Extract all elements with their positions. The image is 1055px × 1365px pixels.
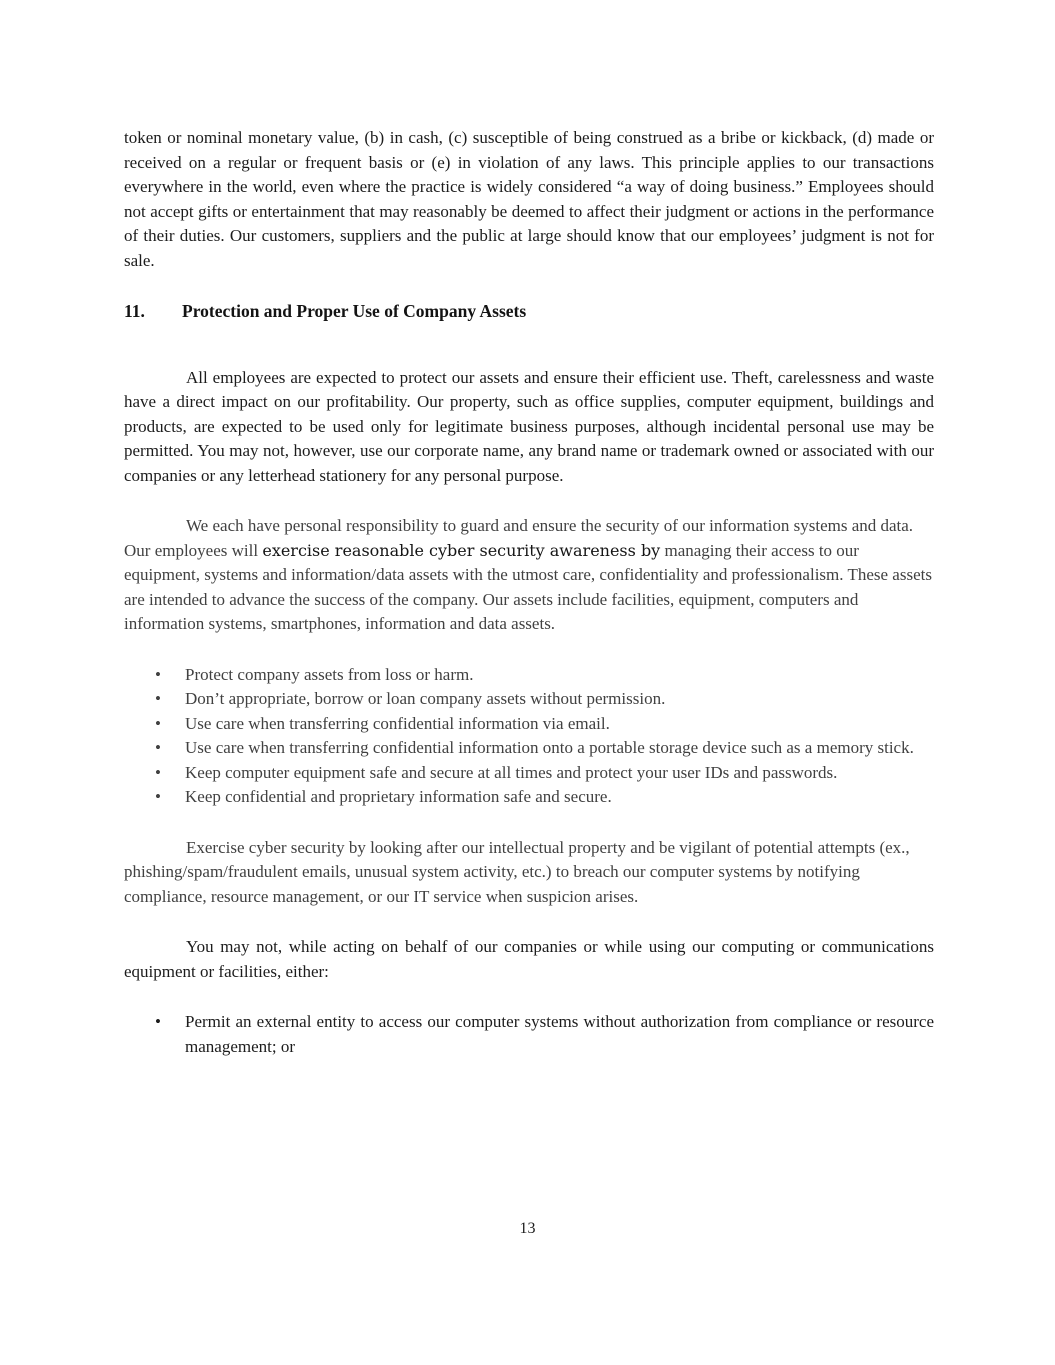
page-number: 13 — [519, 1219, 536, 1237]
list-item-text: Keep computer equipment safe and secure at all times and protect your user IDs and passwords. — [185, 762, 838, 782]
security-bullet-list — [124, 663, 934, 810]
bullet-icon: • — [155, 762, 161, 782]
paragraph-personal-responsibility-prefix: We each have personal responsibility to guard and ensure the security of our information systems and data. Our employees will — [124, 516, 914, 560]
bullet-icon: • — [155, 738, 161, 757]
bullet-icon: • — [155, 787, 161, 806]
cyber-awareness-phrase: exercise reasonable cyber security awareness by — [262, 540, 661, 560]
list-item-text: Keep confidential and proprietary information safe and secure. — [185, 787, 612, 806]
list-item — [124, 663, 934, 688]
paragraph-exercise-cyber-security: Exercise cyber security by looking after our intellectual property and be vigilant of potential attempts (ex., phishing/spam/fraudulent emails, unusual system activity, etc.) to breach our computer systems by notifying compliance, resource management, or our IT service when suspicion arises. — [124, 837, 910, 906]
prohibited-actions-bullet-list — [124, 1010, 934, 1059]
bullet-icon: • — [155, 689, 161, 708]
paragraph-personal-responsibility — [124, 514, 934, 637]
list-item — [124, 687, 934, 712]
list-item — [124, 736, 934, 761]
paragraph-personal-responsibility-suffix: managing their access to our equipment, systems and information/data assets with the utmost care, confidentiality and professionalism. These assets are intended to advance the success of the company. Our assets include facilities, equipment, computers and information systems, smartphones, information and data assets. — [124, 540, 932, 633]
list-item-text: Permit an external entity to access our computer systems without authorization from compliance or resource management; or — [185, 1012, 934, 1056]
section-heading — [124, 299, 934, 324]
paragraph-gifts-continuation: token or nominal monetary value, (b) in cash, (c) susceptible of being construed as a bribe or kickback, (d) made or received on a regular or frequent basis or (e) in violation of any laws. This principle applies to our transactions everywhere in the world, even where the practice is widely considered “a way of doing business.” Employees should not accept gifts or entertainment that may reasonably be deemed to affect their judgment or actions in the performance of their duties. Our customers, suppliers and the public at large should know that our employees’ judgment is not for sale. — [124, 128, 934, 270]
list-item — [124, 1010, 934, 1059]
list-item-text: Don’t appropriate, borrow or loan company assets without permission. — [185, 689, 666, 708]
list-item-text: Use care when transferring confidential information onto a portable storage device such as a memory stick. — [185, 738, 914, 757]
section-number: 11. — [124, 301, 145, 321]
list-item — [124, 785, 934, 810]
list-item-text: Protect company assets from loss or harm. — [185, 664, 474, 684]
section-title: Protection and Proper Use of Company Assets — [182, 301, 527, 321]
list-item-text: Use care when transferring confidential information via email. — [185, 713, 610, 733]
paragraph-you-may-not: You may not, while acting on behalf of our companies or while using our computing or communications equipment or facilities, either: — [124, 937, 934, 981]
list-item — [124, 761, 934, 786]
bullet-icon: • — [155, 713, 161, 733]
bullet-icon: • — [155, 1012, 161, 1031]
bullet-icon: • — [155, 664, 161, 684]
paragraph-protect-assets: All employees are expected to protect our assets and ensure their efficient use. Theft, carelessness and waste have a direct impact on our profitability. Our property, such as office supplies, computer equipment, buildings and products, are expected to be used only for legitimate business purposes, although incidental personal use may be permitted. You may not, however, use our corporate name, any brand name or trademark owned or associated with our companies or any letterhead stationery for any personal purpose. — [124, 367, 934, 485]
list-item — [124, 712, 934, 737]
